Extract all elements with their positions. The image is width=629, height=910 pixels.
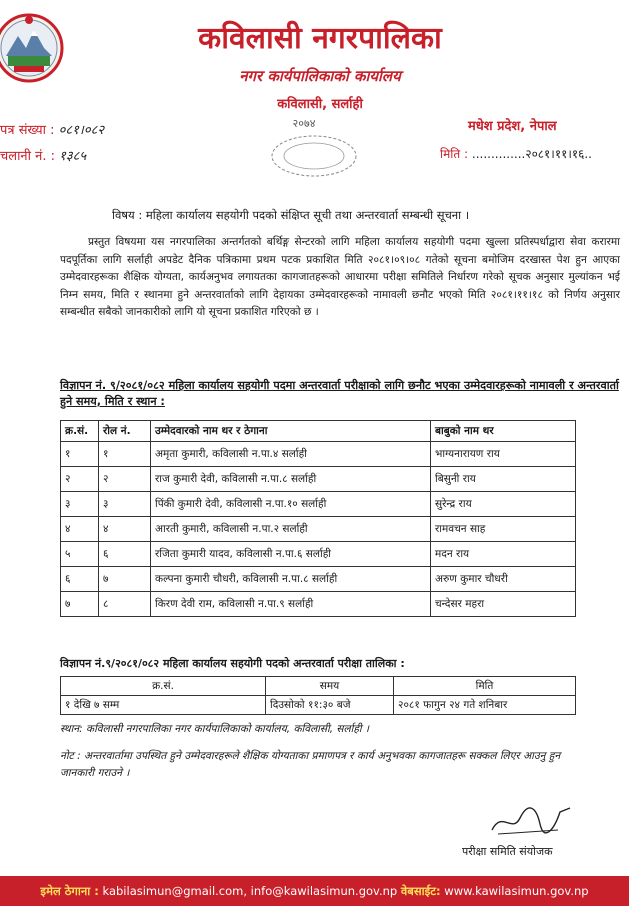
header-date: मिति [394, 677, 576, 696]
serial-cell: ४ [61, 517, 99, 542]
roll-cell: ७ [99, 567, 151, 592]
province-label: मधेश प्रदेश, नेपाल [468, 119, 557, 134]
table-row [61, 442, 576, 467]
website-label: वेबसाईट: [400, 884, 441, 898]
table-row [61, 592, 576, 617]
candidate-list-heading: विज्ञापन नं. ९/२०८१/०८२ महिला कार्यालय सहयोगी पदमा अन्तरवार्ता परीक्षाको लागि छनौट भएका उम्मेदवारहरूको नामावली र अन्तरवार्ता हुने समय, मिति र स्थान : [60, 379, 619, 408]
name-cell: आरती कुमारी, कविलासी न.पा.२ सर्लाही [151, 517, 431, 542]
father-cell: भाग्यनारायण राय [431, 442, 576, 467]
schedule-table [60, 676, 576, 715]
father-cell: रामवचन साह [431, 517, 576, 542]
father-cell: अरुण कुमार चौधरी [431, 567, 576, 592]
issue-date: मिति : ..............२०८१।११।१६.. [440, 147, 592, 161]
roll-cell: ८ [99, 592, 151, 617]
roll-cell: १ [99, 442, 151, 467]
roll-cell: २ [99, 467, 151, 492]
signature-mark [488, 800, 576, 840]
candidate-table-header [61, 421, 576, 442]
office-address: कविलासी, सर्लाही [277, 97, 363, 112]
serial-cell: ५ [61, 542, 99, 567]
website-value: www.kawilasimun.gov.np [444, 884, 589, 898]
notice-body: प्रस्तुत विषयमा यस नगरपालिका अन्तर्गतको बर्थिङ्ग सेन्टरको लागि महिला कार्यालय सहयोगी पदमा खुल्ला प्रतिस्पर्धाद्वारा सेवा करारमा पदपूर्तिका लागि सर्लाही अपडेट दैनिक पत्रिकामा प्रथम पटक प्रकाशित मिति २०८१।०९।०८ गतेको सूचना बमोजिम दरखास्त पेश हुन आएका उम्मेदवारहरूका शैक्षिक योग्यता, कार्यअनुभव लगायतका कागजातहरूको आधारमा परीक्षा समितिले निर्धारण गरेको सूचक अनुसार मुल्यांकन भई निम्न समय, मिति र स्थानमा हुने अन्तरवार्ताको लागि देहायका उम्मेदवारहरूको नामावली छनौट भएको मिति २०८१।११।१८ को निर्णय अनुसार सम्बन्धीत सबैको जानकारीको लागि यो सूचना प्रकाशित गरिएको छ । [60, 236, 620, 319]
email-value: kabilasimun@gmail.com, info@kawilasimun.gov.np [102, 884, 398, 898]
header-serial: क्र.सं. [61, 421, 99, 442]
dispatch-number: चलानी नं. : १३८५ [0, 149, 87, 164]
name-cell: अमृता कुमारी, कविलासी न.पा.४ सर्लाही [151, 442, 431, 467]
office-subtitle: नगर कार्यपालिकाको कार्यालय [239, 67, 401, 85]
header-roll: रोल नं. [99, 421, 151, 442]
date-cell: २०८१ फागुन २४ गते शनिबार [394, 696, 576, 715]
father-cell: मदन राय [431, 542, 576, 567]
header-name-address: उम्मेदवारको नाम थर र ठेगाना [151, 421, 431, 442]
candidate-table [60, 420, 576, 617]
name-cell: पिंकी कुमारी देवी, कविलासी न.पा.१० सर्लाही [151, 492, 431, 517]
municipality-title: कविलासी नगरपालिका [198, 21, 442, 56]
header-time: समय [266, 677, 394, 696]
notice-subject: विषय : महिला कार्यालय सहयोगी पदको संक्षिप्त सूची तथा अन्तरवार्ता सम्बन्धी सूचना । [112, 208, 470, 222]
roll-cell: ४ [99, 517, 151, 542]
table-row [61, 542, 576, 567]
father-cell: बिसुनी राय [431, 467, 576, 492]
serial-cell: १ [61, 442, 99, 467]
established-year: २०७४ [292, 117, 316, 130]
header-serial: क्र.सं. [61, 677, 266, 696]
roll-cell: ६ [99, 542, 151, 567]
name-cell: किरण देवी राम, कविलासी न.पा.९ सर्लाही [151, 592, 431, 617]
name-cell: रजिता कुमारी यादव, कविलासी न.पा.६ सर्लाही [151, 542, 431, 567]
table-row [61, 467, 576, 492]
father-cell: चन्देसर महरा [431, 592, 576, 617]
email-label: इमेल ठेगाना : [40, 884, 99, 898]
serial-cell: २ [61, 467, 99, 492]
signer-title: परीक्षा समिति संयोजक [462, 845, 553, 858]
serial-cell: ७ [61, 592, 99, 617]
serial-range-cell: १ देखि ७ सम्म [61, 696, 266, 715]
serial-cell: ६ [61, 567, 99, 592]
office-stamp [262, 128, 367, 180]
time-cell: दिउसोको ११:३० बजे [266, 696, 394, 715]
table-row [61, 492, 576, 517]
schedule-heading: विज्ञापन नं.९/२०८१/०८२ महिला कार्यालय सहयोगी पदको अन्तरवार्ता परीक्षा तालिका : [60, 657, 405, 670]
table-row [61, 696, 576, 715]
name-cell: राज कुमारी देवी, कविलासी न.पा.८ सर्लाही [151, 467, 431, 492]
roll-cell: ३ [99, 492, 151, 517]
notice-note: नोट : अन्तरवार्तामा उपस्थित हुने उम्मेदवारहरूले शैक्षिक योग्यताका प्रमाणपत्र र कार्य अनुभवका कागजातहरू सक्कल लिएर आउनु हुन जानकारी गराउने । [60, 750, 561, 779]
nepal-emblem-logo [0, 8, 64, 88]
reference-number: पत्र संख्या : ०८१।०८२ [0, 123, 105, 138]
name-cell: कल्पना कुमारी चौधरी, कविलासी न.पा.८ सर्लाही [151, 567, 431, 592]
schedule-table-header [61, 677, 576, 696]
interview-venue: स्थान: कविलासी नगरपालिका नगर कार्यपालिकाको कार्यालय, कविलासी, सर्लाही । [60, 723, 369, 735]
header-father-name: बाबुको नाम थर [431, 421, 576, 442]
serial-cell: ३ [61, 492, 99, 517]
table-row [61, 517, 576, 542]
father-cell: सुरेन्द्र राय [431, 492, 576, 517]
contact-footer [0, 876, 629, 906]
table-row [61, 567, 576, 592]
